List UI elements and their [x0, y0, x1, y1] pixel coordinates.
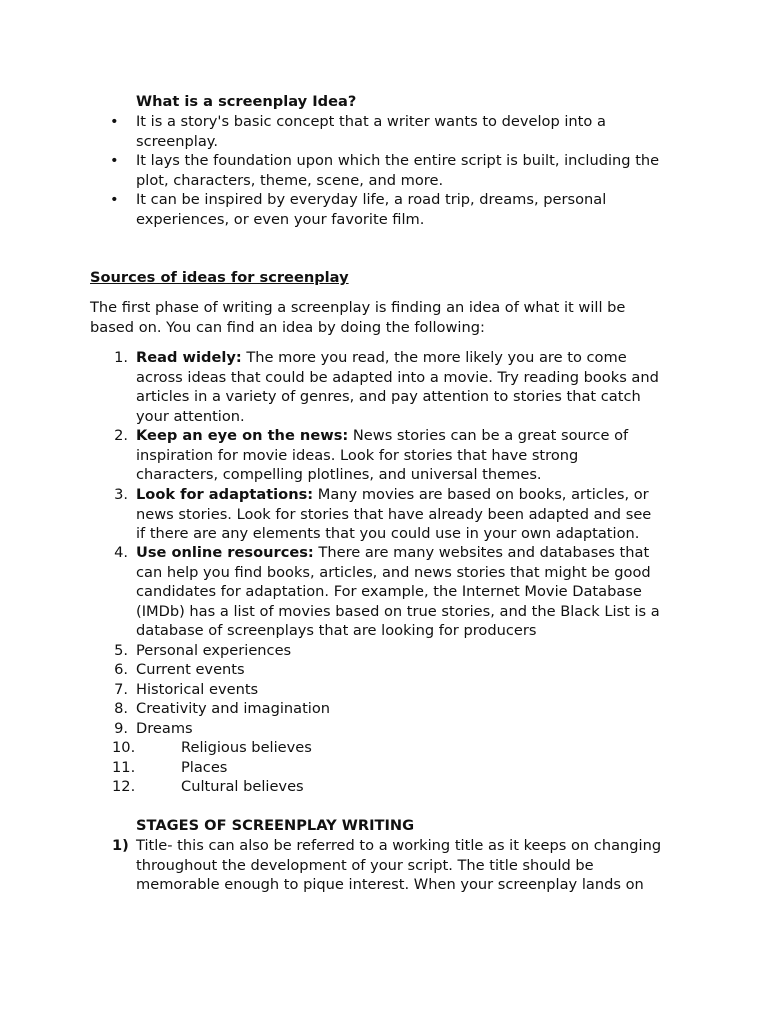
list-number: 2.	[114, 427, 128, 444]
list-item-lead: Keep an eye on the news:	[136, 427, 349, 444]
list-item-text: your attention.	[136, 407, 245, 425]
paragraph-line: The first phase of writing a screenplay is finding an idea of what it will be	[90, 299, 626, 316]
bullet-line: It lays the foundation upon which the entire script is built, including the	[136, 152, 660, 169]
list-item-text: news stories. Look for stories that have already been adapted and see	[136, 505, 652, 523]
bullet-line: plot, characters, theme, scene, and more.	[136, 171, 444, 189]
list-item-text: Religious believes	[181, 739, 312, 756]
list-item-lead: Use online resources:	[136, 544, 314, 561]
list-item-text: There are many websites and databases that	[313, 544, 650, 561]
list-number: 1.	[114, 349, 128, 366]
stage-text: throughout the development of your script. The title should be	[136, 856, 594, 874]
bullet-line: experiences, or even your favorite film.	[136, 210, 425, 228]
list-number: 12.	[112, 778, 136, 795]
sources-paragraph	[90, 298, 690, 337]
list-item-lead: Read widely:	[136, 349, 242, 366]
stage-number: 1)	[112, 837, 129, 854]
list-item-text: The more you read, the more likely you are to come	[241, 349, 627, 366]
list-number: 9.	[114, 720, 128, 737]
list-item-text: Many movies are based on books, articles, or	[313, 486, 649, 503]
list-item-text: Historical events	[136, 681, 259, 698]
list-item-text: Personal experiences	[136, 642, 292, 659]
bullet-line: screenplay.	[136, 132, 218, 150]
list-item-text: Dreams	[136, 720, 193, 737]
list-number: 3.	[114, 486, 128, 503]
list-number: 4.	[114, 544, 128, 561]
bullet-marker: •	[110, 191, 119, 208]
bullet-marker: •	[110, 113, 119, 130]
list-item-text: candidates for adaptation. For example, the Internet Movie Database	[136, 583, 642, 601]
list-item-text: inspiration for movie ideas. Look for stories that have strong	[136, 446, 579, 464]
list-item-text: articles in a variety of genres, and pay attention to stories that catch	[136, 388, 641, 406]
list-number: 7.	[114, 681, 128, 698]
list-number: 6.	[114, 661, 128, 678]
list-item-text: Places	[181, 759, 228, 776]
bullet-line: It can be inspired by everyday life, a road trip, dreams, personal	[136, 191, 607, 208]
bullet-marker: •	[110, 152, 119, 169]
stage-text: memorable enough to pique interest. When your screenplay lands on	[136, 876, 644, 894]
list-item-lead: Look for adaptations:	[136, 486, 314, 503]
paragraph-line: based on. You can find an idea by doing the following:	[90, 318, 485, 336]
list-item-text: Creativity and imagination	[136, 700, 331, 717]
stage-text: Title- this can also be referred to a working title as it keeps on changing	[136, 837, 662, 854]
list-number: 10.	[112, 739, 136, 756]
intro-title: What is a screenplay Idea?	[136, 93, 357, 110]
list-item-text: Current events	[136, 661, 245, 678]
list-item-text: database of screenplays that are looking for producers	[136, 622, 537, 640]
bullet-line: It is a story's basic concept that a writer wants to develop into a	[136, 113, 606, 130]
list-item-text: News stories can be a great source of	[348, 427, 629, 444]
list-item-text: across ideas that could be adapted into a movie. Try reading books and	[136, 368, 659, 386]
list-item-text: if there are any elements that you could use in your own adaptation.	[136, 525, 640, 543]
list-number: 11.	[112, 759, 136, 776]
section-title-stages: STAGES OF SCREENPLAY WRITING	[136, 817, 415, 834]
list-item-text: (IMDb) has a list of movies based on true stories, and the Black List is a	[136, 602, 660, 620]
list-number: 8.	[114, 700, 128, 717]
list-item-text: can help you find books, articles, and news stories that might be good	[136, 563, 651, 581]
list-number: 5.	[114, 642, 128, 659]
list-item-text: Cultural believes	[181, 778, 304, 795]
section-title-sources: Sources of ideas for screenplay	[90, 269, 349, 286]
list-item-text: characters, compelling plotlines, and universal themes.	[136, 466, 542, 484]
